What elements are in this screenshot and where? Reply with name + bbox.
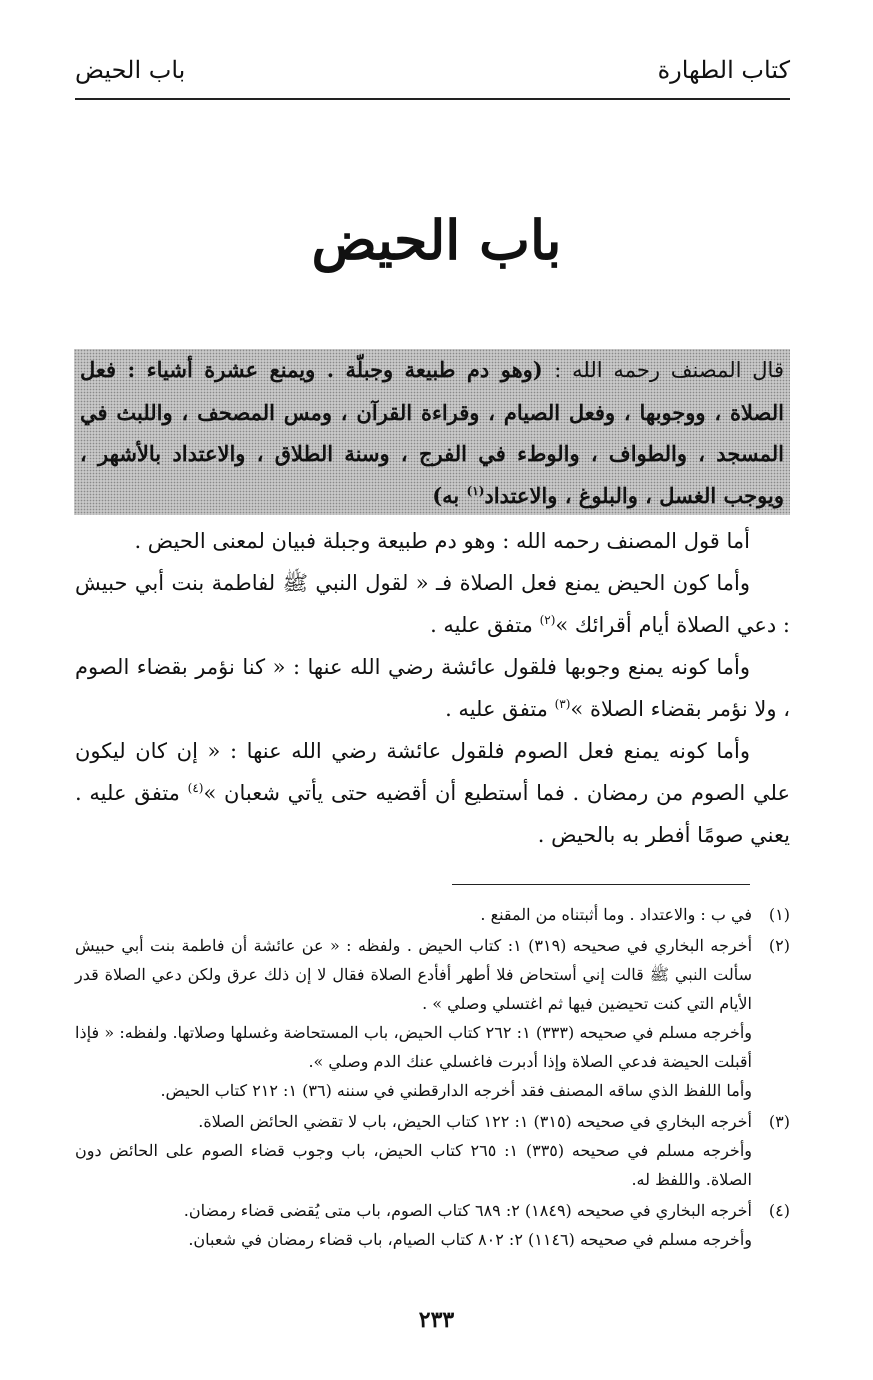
paragraph-text: أما قول المصنف رحمه الله : وهو دم طبيعة وجبلة فبيان لمعنى الحيض .	[134, 529, 750, 553]
chapter-title: باب الحيض	[311, 208, 562, 272]
paragraph-text: وأما كونه يمنع فعل الصوم فلقول عائشة رضي الله عنها : « إن كان ليكون علي الصوم من رمضان . فما أستطيع أن أقضيه حتى يأتي شعبان »	[75, 739, 790, 805]
paragraph	[75, 520, 790, 562]
footnote-body	[75, 900, 752, 929]
paragraph-text: متفق عليه .	[445, 697, 555, 721]
paragraph	[75, 646, 790, 730]
matn-end: به)	[432, 482, 460, 508]
footnote-separator	[452, 884, 750, 885]
paragraph-text: وأما كونه يمنع وجوبها فلقول عائشة رضي الله عنها : « كنا نؤمر بقضاء الصوم ، ولا نؤمر بقضاء الصلاة »	[75, 655, 790, 721]
page-number: ٢٣٣	[418, 1307, 455, 1333]
footnote-ref-2: (٢)	[539, 613, 556, 627]
commentary	[75, 520, 790, 856]
footnote-body	[75, 1196, 752, 1254]
footnote-line: وأما اللفظ الذي ساقه المصنف فقد أخرجه الدارقطني في سننه (٣٦) ١: ٢١٢ كتاب الحيض.	[160, 1081, 752, 1100]
footnote-number: (٢)	[768, 936, 790, 955]
footnote-number: (٣)	[768, 1112, 790, 1131]
footnote	[75, 1107, 790, 1194]
running-header	[75, 52, 790, 100]
footnote-line: أخرجه البخاري في صحيحه (١٨٤٩) ٢: ٦٨٩ كتاب الصوم، باب متى يُقضى قضاء رمضان.	[183, 1201, 752, 1220]
footnote	[75, 1196, 790, 1254]
paragraph	[75, 562, 790, 646]
paragraph	[75, 730, 790, 856]
footnote-ref-3: (٣)	[554, 697, 571, 711]
footnote-number: (٤)	[768, 1201, 790, 1220]
footnote	[75, 931, 790, 1105]
footnote-number: (١)	[768, 905, 790, 924]
matn-highlighted-text	[74, 349, 790, 515]
header-chapter-title: باب الحيض	[75, 56, 186, 84]
footnote-line: وأخرجه مسلم في صحيحه (١١٤٦) ٢: ٨٠٢ كتاب الصيام، باب قضاء رمضان في شعبان.	[188, 1230, 752, 1249]
footnote-line: أخرجه البخاري في صحيحه (٣١٥) ١: ١٢٢ كتاب الحيض، باب لا تقضي الحائض الصلاة.	[198, 1112, 752, 1131]
footnote-line: وأخرجه مسلم في صحيحه (٣٣٣) ١: ٢٦٢ كتاب الحيض، باب المستحاضة وغسلها وصلاتها. ولفظه: « فإذا أقبلت الحيضة فدعي الصلاة وإذا أدبرت فاغسلي عنك الدم وصلي ».	[75, 1023, 753, 1071]
footnote-body	[75, 1107, 752, 1194]
footnote-line: وأخرجه مسلم في صحيحه (٣٣٥) ١: ٢٦٥ كتاب الحيض، باب وجوب قضاء الصوم على الحائض دون الصلاة. واللفظ له.	[75, 1141, 752, 1189]
footnote	[75, 900, 790, 929]
matn-intro: قال المصنف رحمه الله :	[554, 358, 784, 382]
matn-text: (وهو دم طبيعة وجبلّة . ويمنع عشرة أشياء : فعل الصلاة ، ووجوبها ، وفعل الصيام ، وقراءة القرآن ، ومس المصحف ، واللبث في المسجد ، والطواف ، والوطء في الفرج ، وسنة الطلاق ، والاعتداد بالأشهر ، ويوجب الغسل ، والبلوغ ، والاعتداد	[80, 357, 784, 508]
footnotes	[75, 900, 790, 1254]
footnote-line: أخرجه البخاري في صحيحه (٣١٩) ١: كتاب الحيض . ولفظه : « عن عائشة أن فاطمة بنت أبي حبيش سألت النبي ﷺ قالت إني أستحاض فلا أطهر أفأدع الصلاة فقال لا إن ذلك عرق ولكن دعي الصلاة قدر الأيام التي كنت تحيضين فيها ثم اغتسلي وصلي » .	[75, 936, 753, 1013]
paragraph-text: متفق عليه . يعني صومًا أفطر به بالحيض .	[75, 781, 790, 847]
header-book-title: كتاب الطهارة	[657, 56, 790, 84]
footnote-body	[75, 931, 752, 1105]
paragraph-text: وأما كون الحيض يمنع فعل الصلاة فـ « لقول النبي ﷺ لفاطمة بنت أبي حبيش : دعي الصلاة أيام أقرائك »	[75, 571, 790, 637]
paragraph-text: متفق عليه .	[430, 613, 540, 637]
footnote-ref-4: (٤)	[187, 781, 204, 795]
footnote-line: في ب : والاعتداد . وما أثبتناه من المقنع .	[480, 905, 752, 924]
footnote-ref-1: (١)	[466, 483, 485, 498]
